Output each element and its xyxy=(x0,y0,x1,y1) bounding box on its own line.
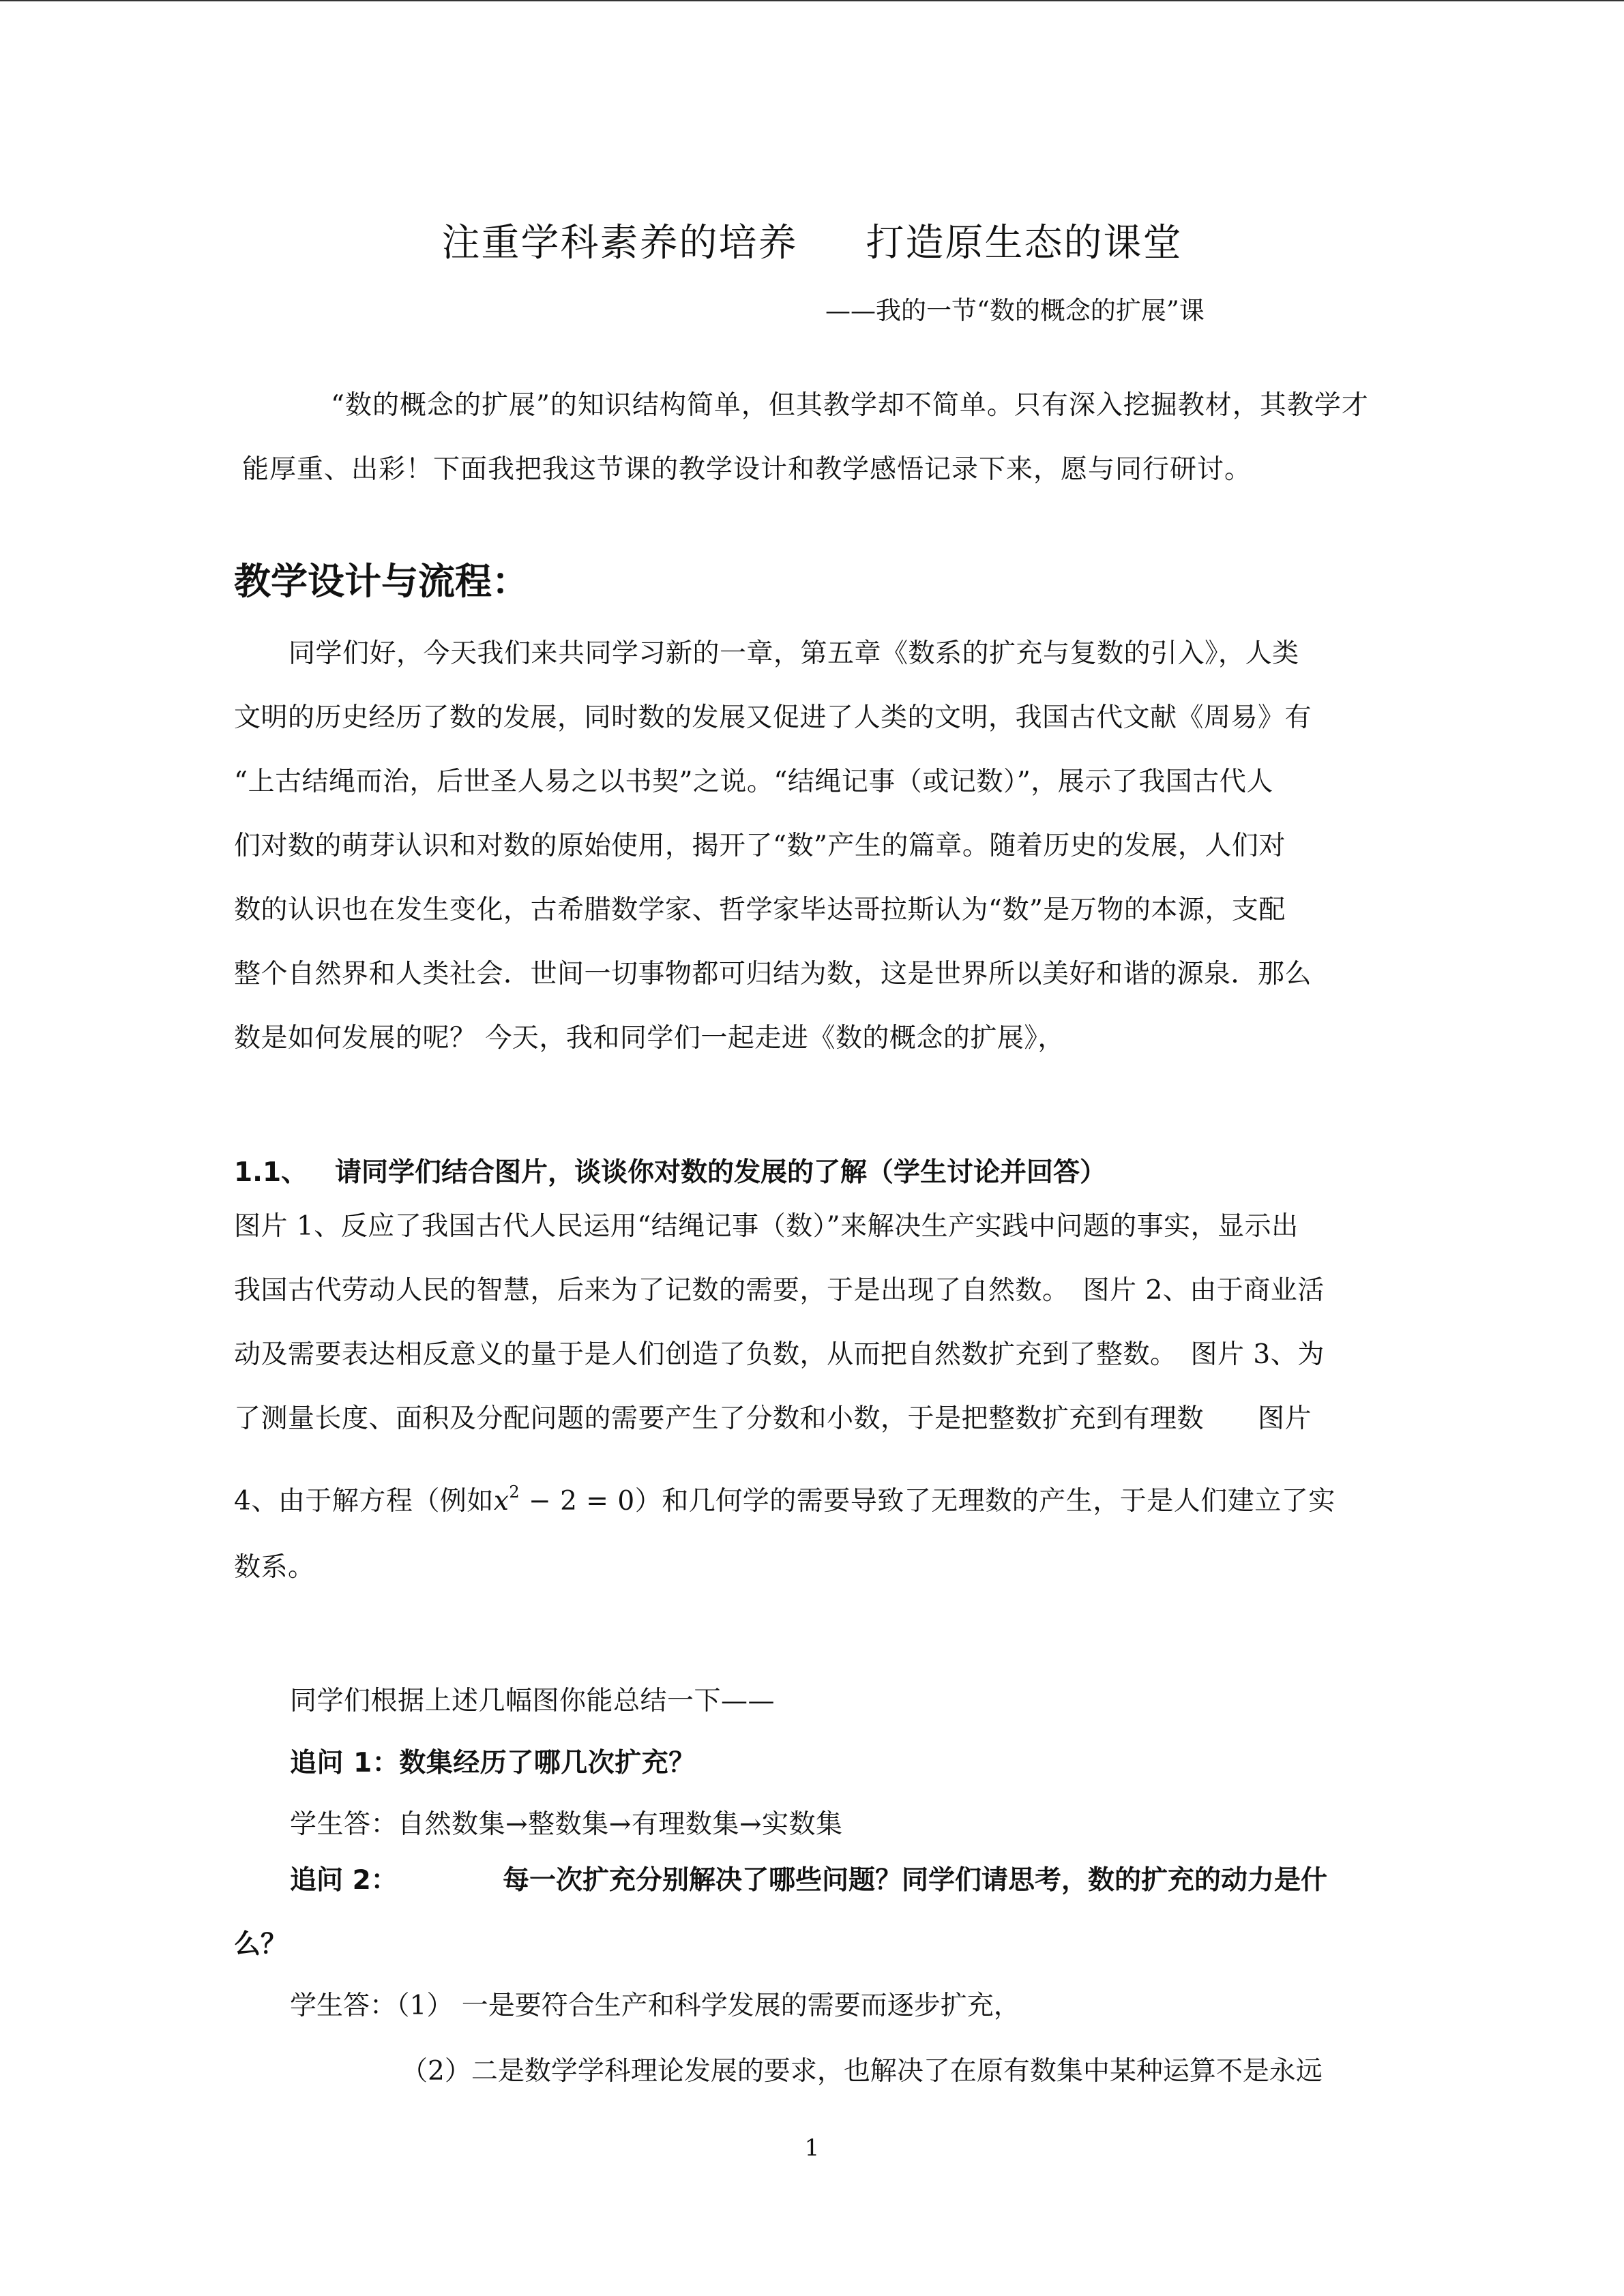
question-1: 追问 1：数集经历了哪几次扩充？ xyxy=(290,1748,696,1778)
paragraph-line: 整个自然界和人类社会．世间一切事物都可归结为数，这是世界所以美好和谐的源泉．那么 xyxy=(234,959,1312,989)
paragraph-line: 数的认识也在发生变化，古希腊数学家、哲学家毕达哥拉斯认为“数”是万物的本源，支配 xyxy=(234,895,1286,925)
equation-exponent: 2 xyxy=(509,1482,520,1502)
answer-1: 学生答：自然数集→整数集→有理数集→实数集 xyxy=(290,1809,843,1840)
question-2-tail: 么？ xyxy=(234,1929,288,1960)
paragraph-1 xyxy=(234,622,1393,1071)
answer-2-line-2: （2）二是数学学科理论发展的要求，也解决了在原有数集中某种运算不是永远 xyxy=(401,2056,1323,2087)
paragraph-2 xyxy=(234,1195,1393,1600)
paragraph-line: 了测量长度、面积及分配问题的需要产生了分数和小数，于是把整数扩充到有理数 图片 xyxy=(234,1403,1312,1434)
paragraph-line-equation xyxy=(234,1451,1393,1542)
equation-suffix: ）和几何学的需要导致了无理数的产生，于是人们建立了实 xyxy=(634,1486,1335,1517)
summary-prompt: 同学们根据上述几幅图你能总结一下—— xyxy=(290,1686,776,1716)
paragraph-line: 文明的历史经历了数的发展，同时数的发展又促进了人类的文明，我国古代文献《周易》有 xyxy=(234,702,1312,733)
page-number: 1 xyxy=(804,2134,820,2162)
paragraph-line: 数是如何发展的呢？ 今天，我和同学们一起走进《数的概念的扩展》， xyxy=(234,1023,1065,1054)
equation xyxy=(493,1482,635,1517)
qa-block xyxy=(290,1669,1449,1856)
top-border xyxy=(0,0,1624,1)
subsection-text: 请同学们结合图片，谈谈你对数的发展的了解（学生讨论并回答） xyxy=(335,1157,1107,1188)
paragraph-line: 动及需要表达相反意义的量于是人们创造了负数，从而把自然数扩充到了整数。 图片 3、为 xyxy=(234,1339,1325,1370)
title-part-2: 打造原生态的课堂 xyxy=(866,221,1183,265)
paragraph-line: 数系。 xyxy=(234,1552,315,1583)
answer-2-line-1: 学生答：（1） 一是要符合生产和科学发展的需要而逐步扩充， xyxy=(290,1991,1020,2021)
subsection-heading xyxy=(234,1151,1106,1189)
page-title xyxy=(0,213,1624,267)
page-subtitle: ——我的一节“数的概念的扩展”课 xyxy=(825,296,1205,325)
intro-paragraph: “数的概念的扩展”的知识结构简单，但其教学却不简单。只有深入挖掘教材，其教学才能厚重、出彩！下面我把我这节课的教学设计和教学感悟记录下来，愿与同行研讨。 xyxy=(242,390,1369,485)
paragraph-line: 我国古代劳动人民的智慧，后来为了记数的需要，于是出现了自然数。 图片 2、由于商业活 xyxy=(234,1275,1325,1306)
question-2-text: 每一次扩充分别解决了哪些问题？同学们请思考，数的扩充的动力是什 xyxy=(503,1865,1328,1896)
subsection-number: 1.1、 xyxy=(234,1157,308,1188)
equation-base: x xyxy=(493,1486,510,1517)
paragraph-line: 们对数的萌芽认识和对数的原始使用，揭开了“数”产生的篇章。随着历史的发展，人们对 xyxy=(234,831,1286,861)
section-heading: 教学设计与流程： xyxy=(234,560,529,603)
equation-rest: − 2 = 0 xyxy=(520,1486,635,1517)
paragraph-line: 图片 1、反应了我国古代人民运用“结绳记事（数）”来解决生产实践中问题的事实，显示出 xyxy=(234,1211,1299,1242)
equation-prefix: 4、由于解方程（例如 xyxy=(234,1486,494,1517)
title-part-1: 注重学科素养的培养 xyxy=(441,221,798,265)
question-2-label: 追问 2： xyxy=(290,1865,398,1896)
paragraph-line: 同学们好，今天我们来共同学习新的一章，第五章《数系的扩充与复数的引入》，人类 xyxy=(289,638,1299,669)
paragraph-line: “上古结绳而治，后世圣人易之以书契”之说。“结绳记事（或记数）”，展示了我国古代人 xyxy=(234,766,1273,797)
